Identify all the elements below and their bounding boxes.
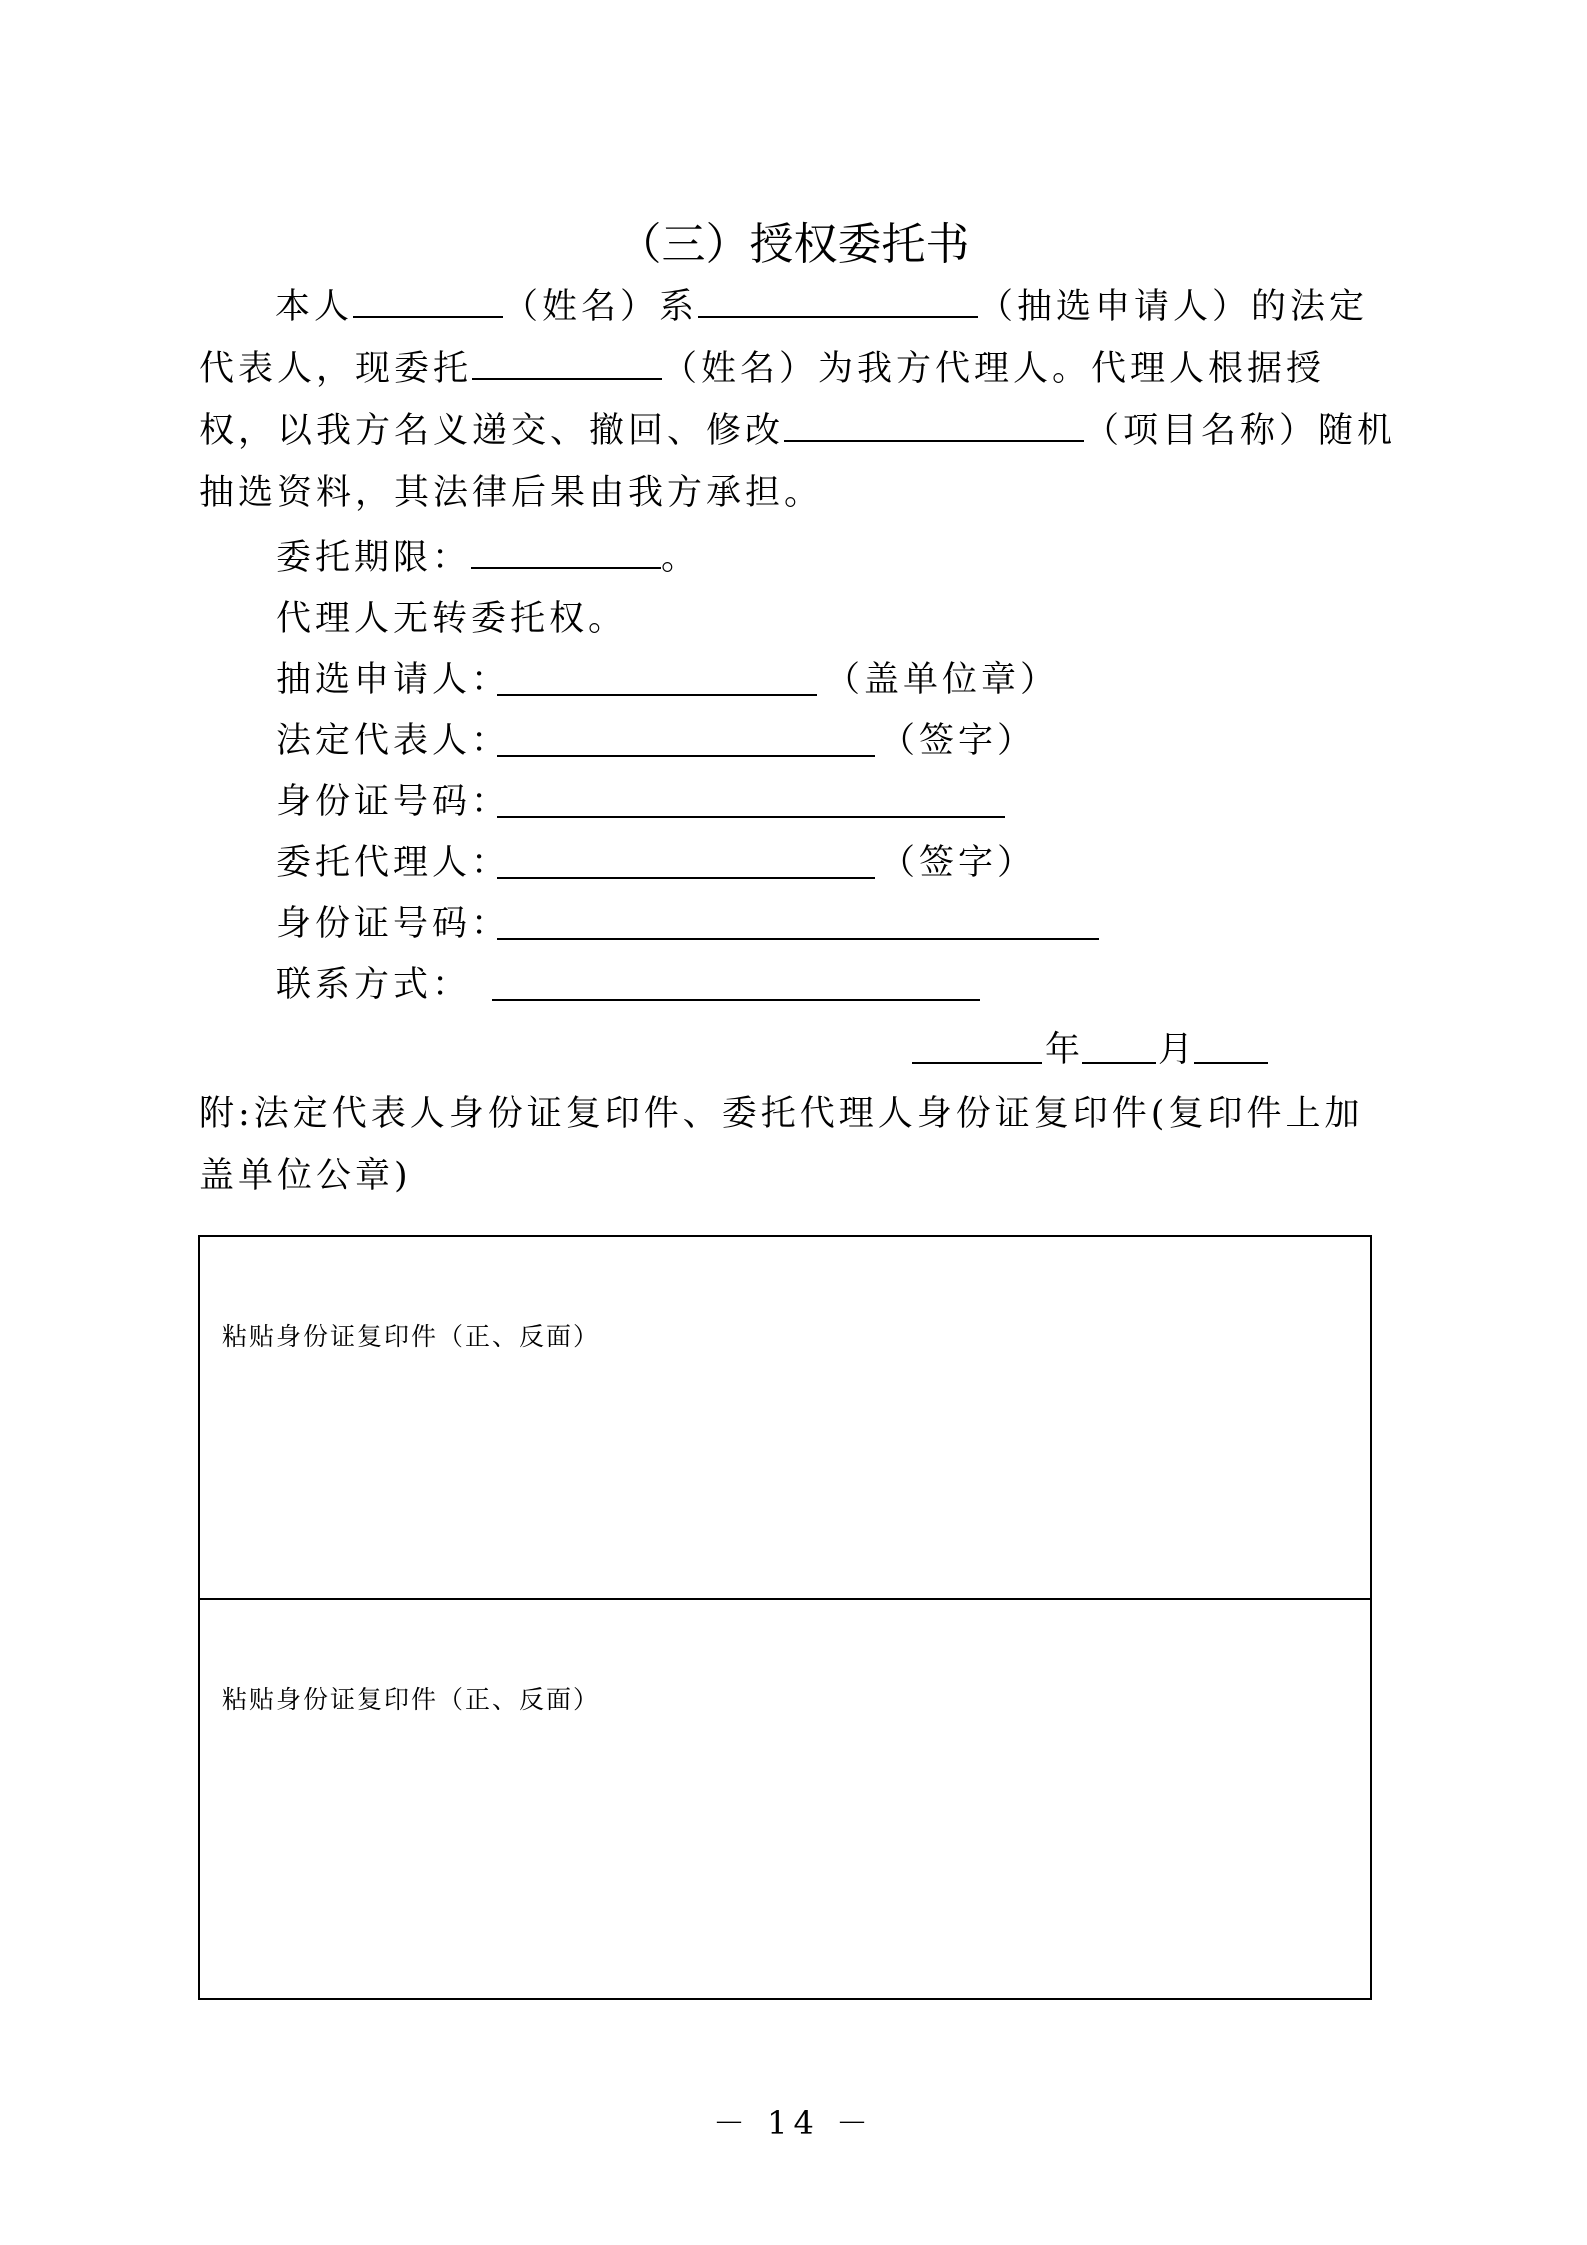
agent-line (276, 835, 510, 885)
contact-blank[interactable] (492, 999, 980, 1001)
legal-rep-label: 法定代表人： (276, 721, 511, 761)
legal-rep-line (276, 713, 510, 763)
year-label: 年 (1045, 1030, 1085, 1070)
project-name-blank[interactable] (784, 410, 1084, 442)
para-text-2: （姓名）系 (503, 287, 699, 327)
id-number-1-label: 身份证号码： (276, 782, 511, 822)
para-text-5: （项目名称）随机抽选资料，其法律后果由我方承担。 (199, 411, 1397, 513)
id-copy-box-2-label: 粘贴身份证复印件（正、反面） (222, 1685, 601, 1714)
term-end: 。 (661, 538, 701, 578)
month-blank[interactable] (1082, 1062, 1156, 1064)
agent-sign-note: （签字） (880, 843, 1037, 883)
agent-name-blank[interactable] (472, 348, 662, 380)
id-copy-box-1-label: 粘贴身份证复印件（正、反面） (222, 1322, 601, 1351)
authorization-paragraph (199, 276, 1397, 524)
term-line (276, 530, 700, 580)
applicant-signature-blank[interactable] (497, 694, 817, 696)
legal-rep-signature-blank[interactable] (497, 755, 875, 757)
applicant-blank[interactable] (698, 286, 978, 318)
para-text-1: 本人 (275, 287, 354, 327)
id-number-2-blank[interactable] (497, 938, 1099, 940)
id-copy-box-2[interactable] (198, 1598, 1372, 2000)
applicant-line (276, 652, 510, 702)
id-number-2-label: 身份证号码： (276, 904, 511, 944)
agent-signature-blank[interactable] (497, 877, 875, 879)
para-text-4: （姓名）为我方代理人。代理人根据授权，以我方名义递交、撤回、修改 (199, 349, 1326, 451)
term-blank[interactable] (471, 537, 661, 569)
term-label: 委托期限： (276, 538, 472, 578)
applicant-seal-note: （盖单位章） (825, 660, 1060, 700)
id-number-1-blank[interactable] (497, 816, 1005, 818)
no-transfer-line: 代理人无转委托权。 (276, 599, 628, 639)
applicant-label: 抽选申请人： (276, 660, 511, 700)
contact-line (276, 957, 471, 1007)
name-blank[interactable] (353, 286, 503, 318)
attachment-note: 附:法定代表人身份证复印件、委托代理人身份证复印件(复印件上加盖单位公章) (199, 1094, 1364, 1196)
id-copy-box-1[interactable] (198, 1235, 1372, 1600)
year-blank[interactable] (912, 1062, 1042, 1064)
legal-rep-sign-note: （签字） (880, 721, 1037, 761)
month-label: 月 (1158, 1030, 1198, 1070)
document-title: （三）授权委托书 (617, 219, 970, 270)
id-number-1-line (276, 774, 510, 824)
page-number: － 14 － (712, 2104, 875, 2142)
contact-label: 联系方式： (276, 965, 472, 1005)
day-blank[interactable] (1194, 1062, 1268, 1064)
agent-label: 委托代理人： (276, 843, 511, 883)
para-text-3: （抽选申请人）的法定代表人，现委托 (199, 287, 1369, 389)
id-number-2-line (276, 896, 510, 946)
